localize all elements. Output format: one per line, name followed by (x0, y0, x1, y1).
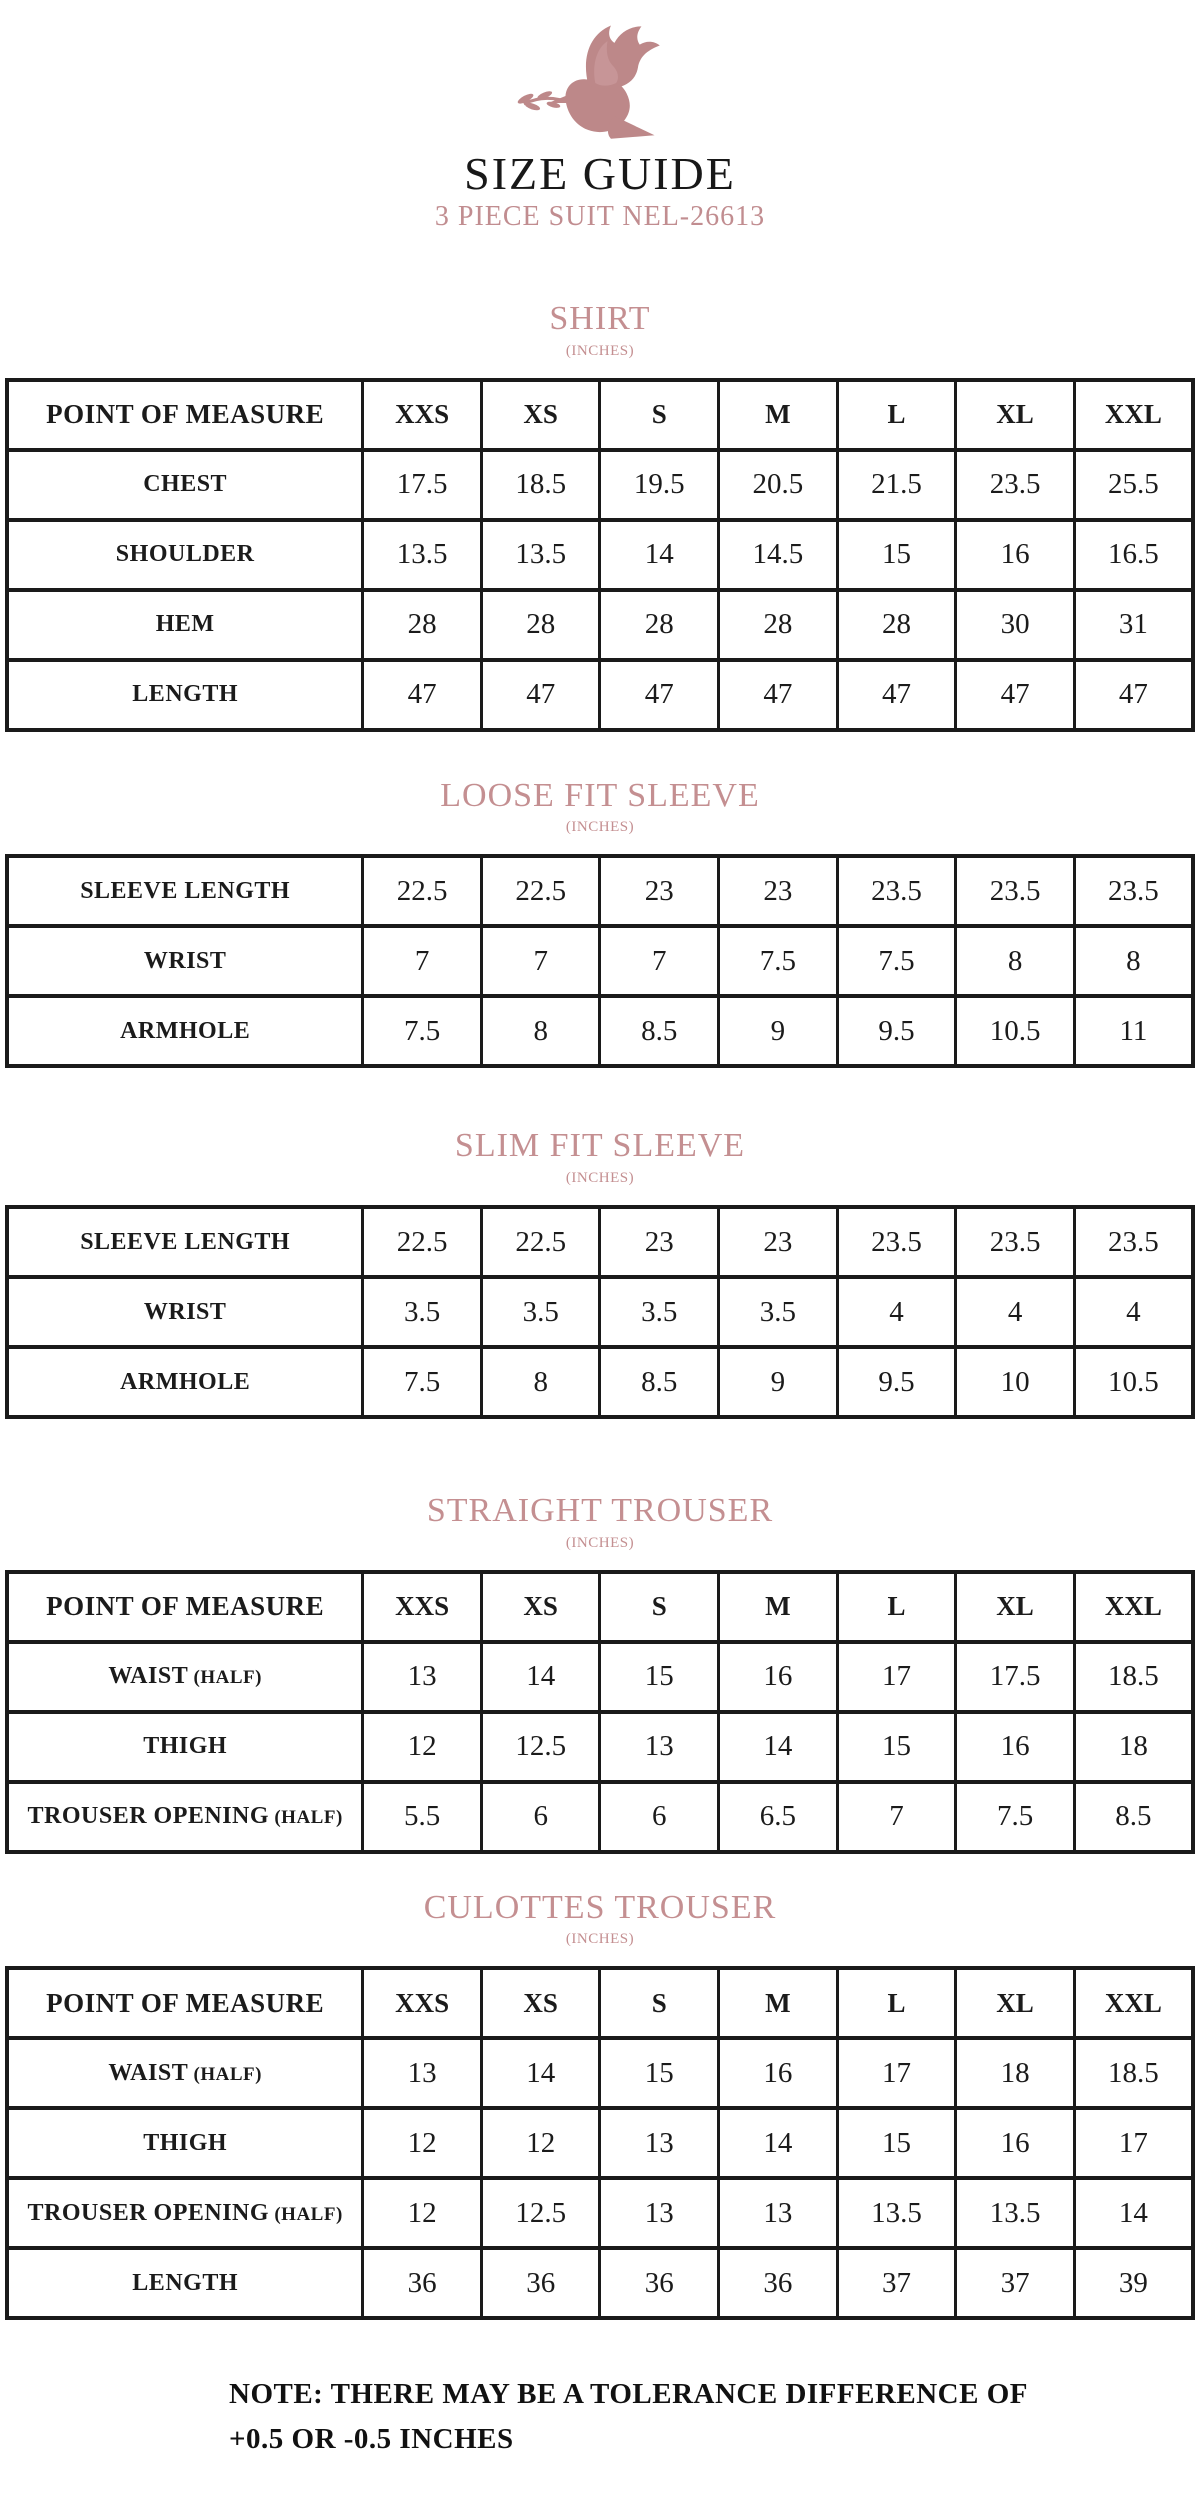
measure-value-cell: 14.5 (719, 520, 838, 590)
measure-value-cell: 28 (837, 590, 956, 660)
measure-value-cell: 18.5 (1074, 1642, 1193, 1712)
measure-value-cell: 15 (600, 2038, 719, 2108)
measure-value-cell: 36 (719, 2248, 838, 2318)
measure-value-cell: 14 (1074, 2178, 1193, 2248)
measure-value-cell: 7.5 (719, 926, 838, 996)
measure-value-cell: 17 (1074, 2108, 1193, 2178)
measure-value-cell: 7 (481, 926, 600, 996)
measure-value-cell: 23 (600, 856, 719, 926)
shirt-title: SHIRT (549, 300, 651, 337)
measure-value-cell: 4 (1074, 1277, 1193, 1347)
measure-value-cell: 12.5 (481, 2178, 600, 2248)
measure-value-cell: 23 (719, 856, 838, 926)
size-col-xl: XL (956, 380, 1075, 450)
measure-value-cell: 22.5 (481, 856, 600, 926)
section-shirt (5, 301, 1195, 732)
measure-value-cell: 47 (719, 660, 838, 730)
size-col-s: S (600, 1968, 719, 2038)
point-of-measure-header: POINT OF MEASURE (7, 380, 363, 450)
size-col-m: M (719, 1968, 838, 2038)
measure-value-cell: 14 (719, 1712, 838, 1782)
measure-value-cell: 20.5 (719, 450, 838, 520)
size-col-s: S (600, 1572, 719, 1642)
loose-fit-sleeve-table (5, 854, 1195, 1068)
row-label-suffix: (HALF) (193, 2063, 262, 2085)
measure-value-cell: 17 (837, 1642, 956, 1712)
row-label: SLEEVE LENGTH (7, 856, 363, 926)
measure-value-cell: 8 (481, 1347, 600, 1417)
loose-fit-sleeve-title: LOOSE FIT SLEEVE (440, 776, 760, 814)
row-label: WAIST (HALF) (7, 2038, 363, 2108)
measure-value-cell: 15 (837, 1712, 956, 1782)
measure-value-cell: 14 (600, 520, 719, 590)
measure-value-cell: 23.5 (956, 1207, 1075, 1277)
measure-value-cell: 10 (956, 1347, 1075, 1417)
loose-fit-sleeve-row-sleeve-length (7, 856, 1193, 926)
measure-value-cell: 9.5 (837, 996, 956, 1066)
row-label: HEM (7, 590, 363, 660)
row-label: LENGTH (7, 2248, 363, 2318)
measure-value-cell: 8.5 (600, 996, 719, 1066)
measure-value-cell: 12 (481, 2108, 600, 2178)
size-col-m: M (719, 1572, 838, 1642)
measure-value-cell: 16 (956, 1712, 1075, 1782)
measure-value-cell: 3.5 (363, 1277, 482, 1347)
slim-fit-sleeve-unit-label: (INCHES) (565, 1170, 635, 1187)
measure-value-cell: 13 (719, 2178, 838, 2248)
measure-value-cell: 16 (719, 2038, 838, 2108)
measure-value-cell: 14 (719, 2108, 838, 2178)
measure-value-cell: 31 (1074, 590, 1193, 660)
measure-value-cell: 13 (363, 2038, 482, 2108)
measure-value-cell: 23.5 (837, 856, 956, 926)
measure-value-cell: 21.5 (837, 450, 956, 520)
measure-value-cell: 12 (363, 2178, 482, 2248)
tolerance-note-line2: +0.5 OR -0.5 INCHES (229, 2423, 514, 2456)
shirt-row-shoulder (7, 520, 1193, 590)
size-col-xs: XS (481, 380, 600, 450)
row-label: TROUSER OPENING (HALF) (7, 2178, 363, 2248)
size-col-l: L (837, 1572, 956, 1642)
culottes-trouser-row-thigh (7, 2108, 1193, 2178)
measure-value-cell: 7.5 (363, 996, 482, 1066)
size-col-xxs: XXS (363, 380, 482, 450)
measure-value-cell: 22.5 (363, 856, 482, 926)
measure-value-cell: 18.5 (481, 450, 600, 520)
point-of-measure-header: POINT OF MEASURE (7, 1968, 363, 2038)
measure-value-cell: 16 (956, 2108, 1075, 2178)
culottes-trouser-title: CULOTTES TROUSER (423, 1888, 777, 1926)
measure-value-cell: 18 (1074, 1712, 1193, 1782)
measure-value-cell: 8.5 (1074, 1782, 1193, 1852)
measure-value-cell: 23.5 (956, 856, 1075, 926)
measure-value-cell: 17.5 (956, 1642, 1075, 1712)
measure-value-cell: 13 (600, 2108, 719, 2178)
measure-value-cell: 47 (837, 660, 956, 730)
size-col-xs: XS (481, 1572, 600, 1642)
measure-value-cell: 8 (481, 996, 600, 1066)
measure-value-cell: 47 (956, 660, 1075, 730)
section-slim-fit-sleeve (5, 1128, 1195, 1419)
measure-value-cell: 12.5 (481, 1712, 600, 1782)
size-col-xxl: XXL (1074, 1572, 1193, 1642)
measure-value-cell: 39 (1074, 2248, 1193, 2318)
straight-trouser-unit-label: (INCHES) (565, 1534, 635, 1551)
size-col-xl: XL (956, 1968, 1075, 2038)
size-tables (5, 301, 1195, 2320)
row-label: TROUSER OPENING (HALF) (7, 1782, 363, 1852)
size-col-s: S (600, 380, 719, 450)
row-label-suffix: (HALF) (274, 1807, 343, 1829)
loose-fit-sleeve-row-armhole (7, 996, 1193, 1066)
measure-value-cell: 18 (956, 2038, 1075, 2108)
measure-value-cell: 47 (1074, 660, 1193, 730)
measure-value-cell: 10.5 (956, 996, 1075, 1066)
culottes-trouser-row-trouser-opening (7, 2178, 1193, 2248)
measure-value-cell: 3.5 (600, 1277, 719, 1347)
slim-fit-sleeve-row-wrist (7, 1277, 1193, 1347)
tolerance-note (229, 2372, 1195, 2462)
measure-value-cell: 13.5 (837, 2178, 956, 2248)
section-straight-trouser (5, 1493, 1195, 1854)
brand-header (5, 22, 1195, 233)
measure-value-cell: 8 (956, 926, 1075, 996)
slim-fit-sleeve-row-sleeve-length (7, 1207, 1193, 1277)
size-col-xl: XL (956, 1572, 1075, 1642)
measure-value-cell: 6.5 (719, 1782, 838, 1852)
slim-fit-sleeve-title: SLIM FIT SLEEVE (454, 1127, 746, 1165)
measure-value-cell: 36 (600, 2248, 719, 2318)
measure-value-cell: 18.5 (1074, 2038, 1193, 2108)
measure-value-cell: 8.5 (600, 1347, 719, 1417)
culottes-trouser-row-length (7, 2248, 1193, 2318)
row-label: SHOULDER (7, 520, 363, 590)
dove-with-olive-branch-icon (503, 22, 698, 144)
measure-value-cell: 23 (600, 1207, 719, 1277)
measure-value-cell: 22.5 (363, 1207, 482, 1277)
measure-value-cell: 47 (600, 660, 719, 730)
measure-value-cell: 28 (719, 590, 838, 660)
measure-value-cell: 6 (481, 1782, 600, 1852)
measure-value-cell: 15 (837, 2108, 956, 2178)
culottes-trouser-unit-label: (INCHES) (565, 1931, 635, 1948)
shirt-row-chest (7, 450, 1193, 520)
row-label: CHEST (7, 450, 363, 520)
straight-trouser-table (5, 1570, 1195, 1854)
measure-value-cell: 12 (363, 1712, 482, 1782)
size-col-m: M (719, 380, 838, 450)
row-label: WRIST (7, 1277, 363, 1347)
measure-value-cell: 9 (719, 1347, 838, 1417)
measure-value-cell: 6 (600, 1782, 719, 1852)
measure-value-cell: 23 (719, 1207, 838, 1277)
shirt-unit-label: (INCHES) (565, 342, 635, 359)
measure-value-cell: 19.5 (600, 450, 719, 520)
measure-value-cell: 47 (481, 660, 600, 730)
straight-trouser-row-thigh (7, 1712, 1193, 1782)
measure-value-cell: 23.5 (1074, 1207, 1193, 1277)
measure-value-cell: 10.5 (1074, 1347, 1193, 1417)
row-label: LENGTH (7, 660, 363, 730)
measure-value-cell: 37 (837, 2248, 956, 2318)
measure-value-cell: 13.5 (481, 520, 600, 590)
page-title: SIZE GUIDE (464, 148, 736, 199)
measure-value-cell: 25.5 (1074, 450, 1193, 520)
size-col-xxs: XXS (363, 1968, 482, 2038)
measure-value-cell: 17 (837, 2038, 956, 2108)
straight-trouser-row-trouser-opening (7, 1782, 1193, 1852)
measure-value-cell: 4 (956, 1277, 1075, 1347)
row-label-suffix: (HALF) (193, 1667, 262, 1689)
shirt-row-length (7, 660, 1193, 730)
row-label-suffix: (HALF) (274, 2203, 343, 2225)
measure-value-cell: 7.5 (837, 926, 956, 996)
measure-value-cell: 7 (363, 926, 482, 996)
measure-value-cell: 47 (363, 660, 482, 730)
measure-value-cell: 23.5 (1074, 856, 1193, 926)
row-label: SLEEVE LENGTH (7, 1207, 363, 1277)
size-col-xs: XS (481, 1968, 600, 2038)
measure-value-cell: 13 (363, 1642, 482, 1712)
point-of-measure-header: POINT OF MEASURE (7, 1572, 363, 1642)
measure-value-cell: 11 (1074, 996, 1193, 1066)
measure-value-cell: 7 (600, 926, 719, 996)
measure-value-cell: 17.5 (363, 450, 482, 520)
size-col-l: L (837, 380, 956, 450)
size-col-xxl: XXL (1074, 1968, 1193, 2038)
row-label: THIGH (7, 2108, 363, 2178)
measure-value-cell: 23.5 (956, 450, 1075, 520)
measure-value-cell: 3.5 (481, 1277, 600, 1347)
measure-value-cell: 28 (363, 590, 482, 660)
culottes-trouser-table (5, 1966, 1195, 2320)
measure-value-cell: 15 (600, 1642, 719, 1712)
page-subtitle: 3 PIECE SUIT NEL-26613 (434, 201, 766, 232)
culottes-trouser-header-row (7, 1968, 1193, 2038)
tolerance-note-line1: NOTE: THERE MAY BE A TOLERANCE DIFFERENCE OF (229, 2378, 1028, 2411)
measure-value-cell: 7.5 (363, 1347, 482, 1417)
measure-value-cell: 37 (956, 2248, 1075, 2318)
measure-value-cell: 12 (363, 2108, 482, 2178)
measure-value-cell: 13 (600, 2178, 719, 2248)
measure-value-cell: 14 (481, 1642, 600, 1712)
shirt-header-row (7, 380, 1193, 450)
measure-value-cell: 13 (600, 1712, 719, 1782)
row-label: WRIST (7, 926, 363, 996)
straight-trouser-row-waist (7, 1642, 1193, 1712)
measure-value-cell: 13.5 (363, 520, 482, 590)
measure-value-cell: 3.5 (719, 1277, 838, 1347)
measure-value-cell: 9 (719, 996, 838, 1066)
shirt-row-hem (7, 590, 1193, 660)
measure-value-cell: 16 (956, 520, 1075, 590)
culottes-trouser-row-waist (7, 2038, 1193, 2108)
measure-value-cell: 8 (1074, 926, 1193, 996)
row-label: ARMHOLE (7, 1347, 363, 1417)
measure-value-cell: 36 (481, 2248, 600, 2318)
row-label: ARMHOLE (7, 996, 363, 1066)
section-culottes-trouser (5, 1890, 1195, 2321)
measure-value-cell: 16 (719, 1642, 838, 1712)
measure-value-cell: 16.5 (1074, 520, 1193, 590)
measure-value-cell: 5.5 (363, 1782, 482, 1852)
measure-value-cell: 23.5 (837, 1207, 956, 1277)
measure-value-cell: 15 (837, 520, 956, 590)
measure-value-cell: 7 (837, 1782, 956, 1852)
slim-fit-sleeve-row-armhole (7, 1347, 1193, 1417)
shirt-table (5, 378, 1195, 732)
measure-value-cell: 9.5 (837, 1347, 956, 1417)
row-label: WAIST (HALF) (7, 1642, 363, 1712)
size-col-xxs: XXS (363, 1572, 482, 1642)
measure-value-cell: 30 (956, 590, 1075, 660)
measure-value-cell: 13.5 (956, 2178, 1075, 2248)
measure-value-cell: 28 (600, 590, 719, 660)
loose-fit-sleeve-unit-label: (INCHES) (565, 819, 635, 836)
measure-value-cell: 22.5 (481, 1207, 600, 1277)
straight-trouser-header-row (7, 1572, 1193, 1642)
measure-value-cell: 28 (481, 590, 600, 660)
measure-value-cell: 36 (363, 2248, 482, 2318)
measure-value-cell: 14 (481, 2038, 600, 2108)
measure-value-cell: 4 (837, 1277, 956, 1347)
straight-trouser-title: STRAIGHT TROUSER (426, 1492, 774, 1530)
loose-fit-sleeve-row-wrist (7, 926, 1193, 996)
size-col-l: L (837, 1968, 956, 2038)
measure-value-cell: 7.5 (956, 1782, 1075, 1852)
size-col-xxl: XXL (1074, 380, 1193, 450)
slim-fit-sleeve-table (5, 1205, 1195, 1419)
section-loose-fit-sleeve (5, 778, 1195, 1069)
row-label: THIGH (7, 1712, 363, 1782)
